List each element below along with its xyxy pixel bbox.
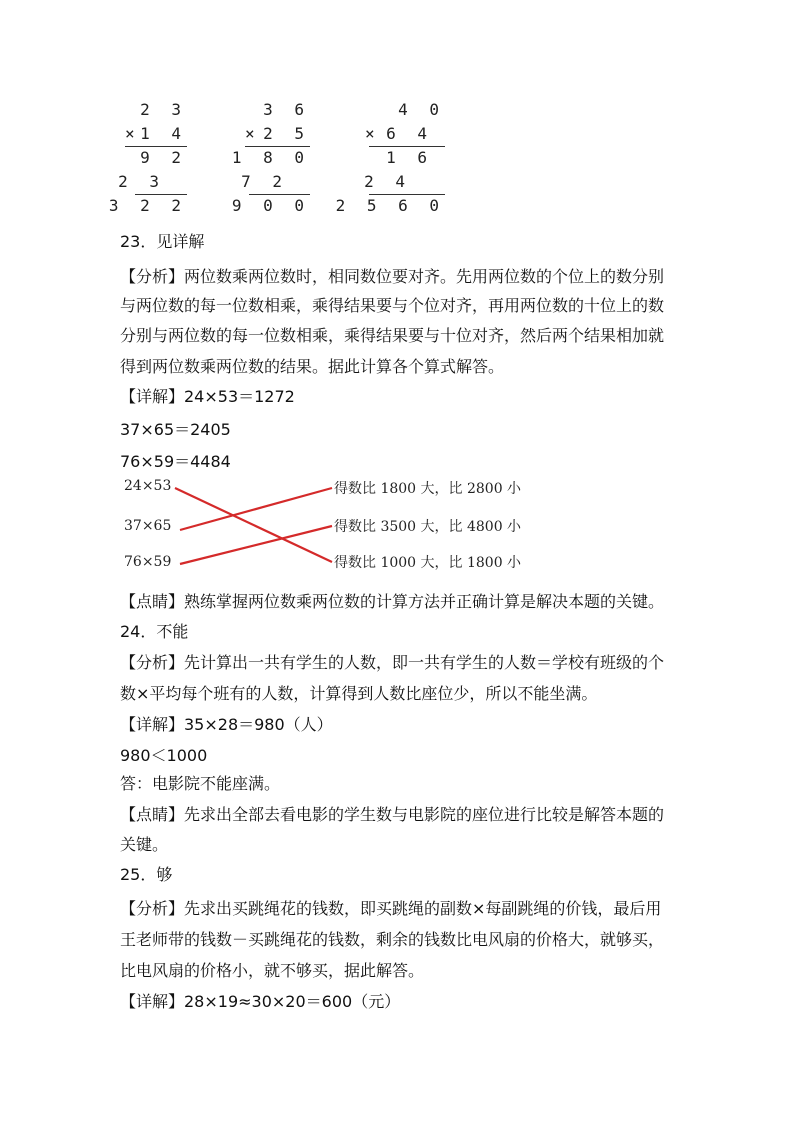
q25-analysis-line: 【分析】先求出买跳绳花的钱数，即买跳绳的副数×每副跳绳的价钱，最后用 xyxy=(120,899,662,918)
match-left-item: 24×53 xyxy=(124,478,172,494)
q23-detail-line: 76×59＝4484 xyxy=(120,452,231,471)
q25-analysis-line: 比电风扇的价格小，就不够买，据此解答。 xyxy=(120,961,425,980)
q23-analysis-line: 与两位数的每一位数相乘，乘得结果要与个位对齐，再用两位数的十位上的数 xyxy=(120,296,665,315)
vertical-multiplication-1 xyxy=(108,98,187,218)
q24-comment-line: 【点睛】先求出全部去看电影的学生数与电影院的座位进行比较是解答本题的 xyxy=(120,805,665,824)
product: 9 0 0 xyxy=(231,196,310,215)
rule-line xyxy=(245,146,310,147)
multiplier: 1 4 xyxy=(140,124,187,143)
partial-product-1: 1 8 0 xyxy=(231,148,310,167)
rule-line xyxy=(135,194,187,195)
q24-analysis-line: 【分析】先计算出一共有学生的人数，即一共有学生的人数＝学校有班级的个 xyxy=(120,653,665,672)
q23-detail-line: 【详解】24×53＝1272 xyxy=(120,387,295,406)
q24-detail-line: 【详解】35×28＝980（人） xyxy=(120,715,333,734)
q23-analysis-line: 得到两位数乘两位数的结果。据此计算各个算式解答。 xyxy=(120,357,505,376)
match-left-item: 37×65 xyxy=(124,518,172,534)
q24-heading: 24．不能 xyxy=(120,622,189,641)
q24-answer: 答：电影院不能座满。 xyxy=(120,774,281,793)
multiplier: 2 5 xyxy=(263,124,310,143)
q24-comment-line: 关键。 xyxy=(120,835,169,854)
q23-heading: 23．见详解 xyxy=(120,232,205,251)
vertical-multiplication-2 xyxy=(231,98,310,218)
q23-comment: 【点睛】熟练掌握两位数乘两位数的计算方法并正确计算是解决本题的关键。 xyxy=(120,592,665,611)
multiplicand: 3 6 xyxy=(263,100,310,119)
q25-analysis-line: 王老师带的钱数－买跳绳花的钱数，剩余的钱数比电风扇的价格大，就够买， xyxy=(120,930,665,949)
partial-product-2: 7 2 xyxy=(241,172,288,191)
q25-heading: 25．够 xyxy=(120,865,173,884)
matching-diagram xyxy=(120,474,540,584)
times-sign: × xyxy=(245,124,255,143)
rule-line xyxy=(369,194,445,195)
match-line-2 xyxy=(180,526,332,564)
partial-product-2: 2 4 xyxy=(364,172,411,191)
rule-line xyxy=(249,194,310,195)
match-line-3 xyxy=(180,488,332,530)
match-right-item: 得数比 1000 大，比 1800 小 xyxy=(334,555,522,571)
times-sign: × xyxy=(125,124,135,143)
q24-detail-line: 980＜1000 xyxy=(120,746,208,765)
product: 2 5 6 0 xyxy=(335,196,445,215)
multiplicand: 2 3 xyxy=(140,100,187,119)
times-sign: × xyxy=(365,124,375,143)
rule-line xyxy=(369,146,445,147)
partial-product-1: 1 6 xyxy=(386,148,433,167)
q23-analysis-line: 分别与两位数的每一位数相乘，乘得结果要与十位对齐，然后两个结果相加就 xyxy=(120,326,665,345)
q23-analysis-line: 【分析】两位数乘两位数时，相同数位要对齐。先用两位数的个位上的数分别 xyxy=(120,267,665,286)
multiplicand: 4 0 xyxy=(398,100,445,119)
vertical-multiplication-3 xyxy=(335,98,445,218)
rule-line xyxy=(125,146,187,147)
q24-analysis-line: 数×平均每个班有的人数，计算得到人数比座位少，所以不能坐满。 xyxy=(120,684,598,703)
match-right-item: 得数比 1800 大，比 2800 小 xyxy=(334,481,522,497)
match-left-item: 76×59 xyxy=(124,554,172,570)
partial-product-2: 2 3 xyxy=(118,172,165,191)
multiplier: 6 4 xyxy=(386,124,433,143)
q25-detail-line: 【详解】28×19≈30×20＝600（元） xyxy=(120,992,401,1011)
q23-detail-line: 37×65＝2405 xyxy=(120,420,231,439)
product: 3 2 2 xyxy=(108,196,187,215)
partial-product-1: 9 2 xyxy=(140,148,187,167)
match-right-item: 得数比 3500 大，比 4800 小 xyxy=(334,519,522,535)
